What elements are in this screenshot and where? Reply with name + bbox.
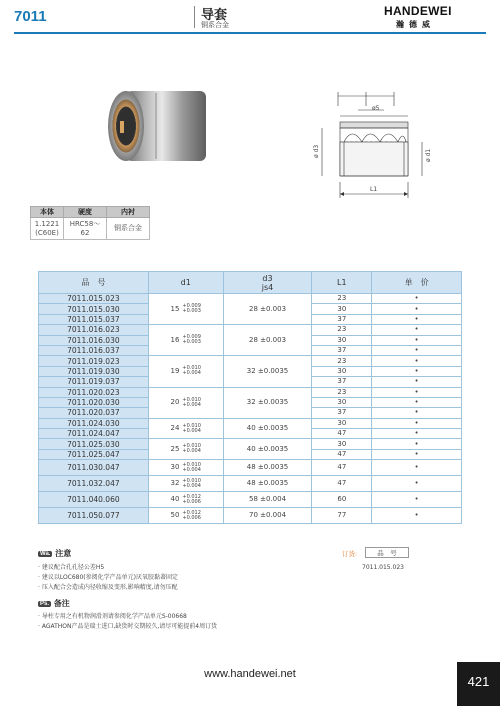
l1-cell: 30 <box>312 397 372 407</box>
d3-cell: 48 ±0.0035 <box>223 476 312 492</box>
d1-tol-upper: +0.010 <box>182 443 201 450</box>
material-body-line1: 1.1221 <box>34 219 60 228</box>
d1-nominal: 25 <box>170 444 180 453</box>
d1-tol-lower: +0.004 <box>182 370 201 377</box>
order-part-box: 品 号 <box>365 547 409 558</box>
d1-cell <box>148 387 223 418</box>
l1-cell: 37 <box>312 314 372 324</box>
d1-tol-lower: +0.004 <box>182 482 201 489</box>
price-cell: • <box>372 304 462 314</box>
price-cell: • <box>372 408 462 418</box>
page-number: 421 <box>457 662 500 706</box>
l1-cell: 37 <box>312 377 372 387</box>
l1-cell: 47 <box>312 429 372 439</box>
page-subtitle: 铜系合金 <box>201 21 229 29</box>
part-number-cell: 7011.032.047 <box>39 476 149 492</box>
d1-tol-lower: +0.004 <box>182 466 201 473</box>
d1-tol-upper: +0.010 <box>182 422 201 429</box>
part-number-cell: 7011.040.060 <box>39 492 149 508</box>
material-lining: 铜系合金 <box>107 218 150 240</box>
d1-cell <box>148 492 223 508</box>
drawing-label-phi5: ø5 <box>372 105 380 112</box>
d1-tol-upper: +0.010 <box>182 477 201 484</box>
l1-cell: 23 <box>312 294 372 304</box>
brand-logo-cn: 瀚德威 <box>396 20 435 29</box>
d1-tolerance <box>182 511 201 521</box>
d1-nominal: 20 <box>170 398 180 407</box>
price-cell: • <box>372 314 462 324</box>
part-number-cell: 7011.030.047 <box>39 460 149 476</box>
d1-tolerance <box>182 424 201 434</box>
price-cell: • <box>372 476 462 492</box>
l1-cell: 30 <box>312 335 372 345</box>
caution-badge: Wa. <box>40 550 51 557</box>
material-body-line2: (C60E) <box>35 228 59 237</box>
material-header-body: 本体 <box>31 207 64 218</box>
table-row <box>39 492 462 508</box>
d1-tolerance <box>182 398 201 408</box>
spec-table <box>38 271 462 524</box>
material-header-hardness: 硬度 <box>64 207 107 218</box>
d1-tol-lower: +0.004 <box>182 427 201 434</box>
material-table <box>30 206 150 240</box>
col-header-d3-tol: js4 <box>261 282 274 292</box>
l1-cell: 23 <box>312 387 372 397</box>
part-number-cell: 7011.025.030 <box>39 439 149 449</box>
l1-cell: 30 <box>312 418 372 428</box>
d1-nominal: 16 <box>170 335 180 344</box>
price-cell: • <box>372 492 462 508</box>
price-cell: • <box>372 345 462 355</box>
table-row <box>39 356 462 366</box>
part-number-cell: 7011.020.030 <box>39 397 149 407</box>
price-cell: • <box>372 366 462 376</box>
table-row <box>39 508 462 524</box>
d1-nominal: 24 <box>170 424 180 433</box>
l1-cell: 23 <box>312 325 372 335</box>
d1-cell <box>148 356 223 387</box>
d3-cell: 40 ±0.0035 <box>223 439 312 460</box>
d1-cell <box>148 325 223 356</box>
drawing-label-d3: ø d3 <box>313 144 320 158</box>
d1-tolerance <box>182 304 201 314</box>
price-cell: • <box>372 429 462 439</box>
part-number-cell: 7011.019.037 <box>39 377 149 387</box>
l1-cell: 47 <box>312 449 372 459</box>
l1-cell: 30 <box>312 304 372 314</box>
notes-caution-heading <box>38 548 71 559</box>
caution-title: 注意 <box>55 549 72 558</box>
table-row <box>39 460 462 476</box>
part-number-cell: 7011.015.037 <box>39 314 149 324</box>
d1-cell <box>148 418 223 439</box>
d1-nominal: 19 <box>170 366 180 375</box>
price-cell: • <box>372 418 462 428</box>
d1-tol-upper: +0.010 <box>182 365 201 372</box>
price-cell: • <box>372 356 462 366</box>
material-body <box>31 218 64 240</box>
price-cell: • <box>372 387 462 397</box>
d1-nominal: 50 <box>170 511 180 520</box>
l1-cell: 47 <box>312 460 372 476</box>
d1-tol-upper: +0.009 <box>182 303 201 310</box>
col-header-price: 单 价 <box>372 272 462 294</box>
d1-tol-upper: +0.012 <box>182 493 201 500</box>
d1-tol-upper: +0.010 <box>182 396 201 403</box>
d3-cell: 40 ±0.0035 <box>223 418 312 439</box>
d1-tol-lower: +0.004 <box>182 448 201 455</box>
col-header-d3 <box>223 272 312 294</box>
d1-tol-upper: +0.010 <box>182 461 201 468</box>
l1-cell: 37 <box>312 408 372 418</box>
part-number-cell: 7011.016.030 <box>39 335 149 345</box>
part-number-cell: 7011.020.037 <box>39 408 149 418</box>
l1-cell: 23 <box>312 356 372 366</box>
price-cell: • <box>372 377 462 387</box>
d1-tol-lower: +0.003 <box>182 339 201 346</box>
header-divider <box>194 6 195 28</box>
d1-tol-lower: +0.003 <box>182 308 201 315</box>
price-cell: • <box>372 335 462 345</box>
d1-nominal: 15 <box>170 304 180 313</box>
d1-nominal: 30 <box>170 463 180 472</box>
col-header-d1: d1 <box>148 272 223 294</box>
price-cell: • <box>372 325 462 335</box>
l1-cell: 47 <box>312 476 372 492</box>
caution-line-2: · 建议以LOC680(参阅化学产品单元)厌氧胶黏著固定 <box>38 574 178 581</box>
col-header-d3-label: d3 <box>262 273 273 283</box>
price-cell: • <box>372 294 462 304</box>
drawing-label-l1: L1 <box>370 186 378 193</box>
caution-line-3: · 压入配合会造成内径收缩及变形,影响精度,请勿压配 <box>38 584 178 591</box>
product-photo <box>104 85 214 167</box>
d1-tolerance <box>182 335 201 345</box>
part-number-cell: 7011.024.030 <box>39 418 149 428</box>
table-row <box>39 294 462 304</box>
d1-tol-lower: +0.006 <box>182 514 201 521</box>
series-code: 7011 <box>14 8 47 25</box>
price-cell: • <box>372 449 462 459</box>
part-number-cell: 7011.015.030 <box>39 304 149 314</box>
table-row <box>39 325 462 335</box>
d3-cell: 32 ±0.0035 <box>223 356 312 387</box>
part-number-cell: 7011.019.023 <box>39 356 149 366</box>
order-example: 7011.015.023 <box>362 564 404 571</box>
d3-cell: 48 ±0.0035 <box>223 460 312 476</box>
technical-drawing <box>300 86 440 216</box>
part-number-cell: 7011.024.047 <box>39 429 149 439</box>
part-number-cell: 7011.016.023 <box>39 325 149 335</box>
d1-cell <box>148 460 223 476</box>
d1-nominal: 40 <box>170 495 180 504</box>
remark-badge: Ps. <box>40 600 50 607</box>
d3-cell: 58 ±0.004 <box>223 492 312 508</box>
d1-cell <box>148 294 223 325</box>
header-rule <box>14 32 486 34</box>
d1-tolerance <box>182 444 201 454</box>
d1-tol-upper: +0.012 <box>182 509 201 516</box>
caution-line-1: · 建议配合孔孔径公差H5 <box>38 564 105 571</box>
notes-remark-heading <box>38 598 70 609</box>
material-hardness: HRC58～62 <box>64 218 107 240</box>
d1-tolerance <box>182 366 201 376</box>
price-cell: • <box>372 460 462 476</box>
l1-cell: 30 <box>312 366 372 376</box>
d1-tol-upper: +0.009 <box>182 334 201 341</box>
d1-tolerance <box>182 495 201 505</box>
table-row <box>39 418 462 428</box>
part-number-cell: 7011.020.023 <box>39 387 149 397</box>
d3-cell: 32 ±0.0035 <box>223 387 312 418</box>
d1-cell <box>148 439 223 460</box>
l1-cell: 60 <box>312 492 372 508</box>
footer-url[interactable]: www.handewei.net <box>204 668 296 680</box>
price-cell: • <box>372 439 462 449</box>
part-number-cell: 7011.016.037 <box>39 345 149 355</box>
l1-cell: 77 <box>312 508 372 524</box>
price-cell: • <box>372 397 462 407</box>
l1-cell: 37 <box>312 345 372 355</box>
d1-tolerance <box>182 463 201 473</box>
d1-cell <box>148 476 223 492</box>
d1-tol-lower: +0.004 <box>182 401 201 408</box>
brand-logo: HANDEWEI <box>384 4 452 18</box>
remark-line-1: · 导柱专用之有机物润滑剂请参阅化学产品单元S-00668 <box>38 613 187 620</box>
table-row <box>39 387 462 397</box>
remark-line-2: · AGATHON产品是瑞士进口,缺货时交期较久,请尽可能提前4周订货 <box>38 623 218 630</box>
material-header-lining: 内衬 <box>107 207 150 218</box>
drawing-label-d1: ø d1 <box>425 148 432 162</box>
part-number-cell: 7011.050.077 <box>39 508 149 524</box>
d3-cell: 28 ±0.003 <box>223 325 312 356</box>
l1-cell: 30 <box>312 439 372 449</box>
col-header-part: 品 号 <box>39 272 149 294</box>
price-cell: • <box>372 508 462 524</box>
d1-cell <box>148 508 223 524</box>
d1-tolerance <box>182 479 201 489</box>
page-title: 导套 <box>201 8 228 23</box>
table-row <box>39 476 462 492</box>
remark-title: 备注 <box>53 599 70 608</box>
spec-table-body <box>39 294 462 524</box>
part-number-cell: 7011.015.023 <box>39 294 149 304</box>
col-header-l1: L1 <box>312 272 372 294</box>
part-number-cell: 7011.019.030 <box>39 366 149 376</box>
d3-cell: 28 ±0.003 <box>223 294 312 325</box>
d1-tol-lower: +0.006 <box>182 498 201 505</box>
d3-cell: 70 ±0.004 <box>223 508 312 524</box>
d1-nominal: 32 <box>170 479 180 488</box>
part-number-cell: 7011.025.047 <box>39 449 149 459</box>
table-row <box>39 439 462 449</box>
order-label: 订货: <box>342 550 358 558</box>
